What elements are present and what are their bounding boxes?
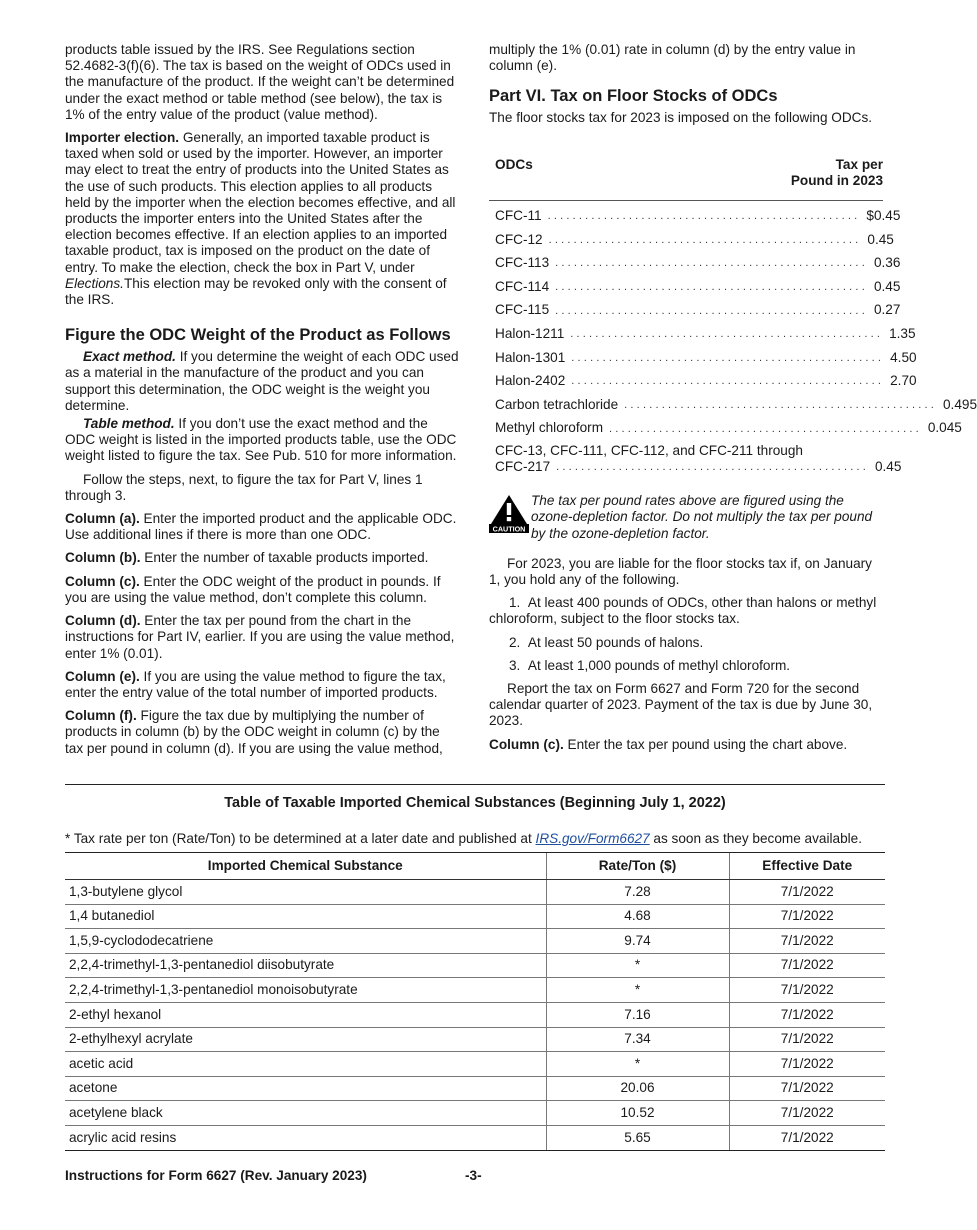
paragraph-column-c <box>65 574 460 606</box>
leader-dots: .................................................. <box>547 210 861 223</box>
date-cell: 7/1/2022 <box>729 1027 885 1052</box>
odc-value: 0.45 <box>867 231 894 247</box>
paragraph-exact-method <box>65 349 460 414</box>
header-effective-date: Effective Date <box>729 853 885 880</box>
column-c-right-title: Column (c). <box>489 736 564 752</box>
leader-dots: .................................................. <box>624 398 937 411</box>
substance-cell: acetone <box>65 1076 546 1101</box>
odc-row <box>489 413 962 437</box>
leader-dots: .................................................. <box>556 460 869 473</box>
odc-row <box>489 271 901 295</box>
odc-value: $0.45 <box>866 208 901 223</box>
rate-cell: 5.65 <box>546 1125 729 1150</box>
date-cell: 7/1/2022 <box>729 1125 885 1150</box>
paragraph-column-b <box>65 550 460 566</box>
rate-cell: 7.34 <box>546 1027 729 1052</box>
odc-name: Carbon tetrachloride <box>495 396 619 412</box>
date-cell: 7/1/2022 <box>729 1076 885 1101</box>
table-method-body: If you don’t use the exact method and the ODC weight is listed in the imported products table, use the ODC weight listed to figure the tax. See Pub. 510 for more information. <box>65 416 457 464</box>
table-header-row <box>65 853 885 880</box>
odc-header-tax-per-pound <box>791 157 883 190</box>
column-e-body: If you are using the value method to figure the tax, enter the entry value of the total number of imported products. <box>65 668 446 700</box>
substance-cell: 1,5,9-cyclododecatriene <box>65 929 546 954</box>
odc-name: CFC-12 <box>495 231 543 247</box>
table-row <box>65 1052 885 1077</box>
liable-item-3: 3. At least 1,000 pounds of methyl chloroform. <box>509 657 791 673</box>
odc-value: 2.70 <box>890 373 917 389</box>
column-f-body: Figure the tax due by multiplying the number of products in column (b) by the ODC weight in column (c) by the tax per pound in column (d). If you are using the value method, <box>65 708 443 756</box>
odc-table-header <box>489 157 883 190</box>
date-cell: 7/1/2022 <box>729 1002 885 1027</box>
leader-dots: .................................................. <box>548 233 862 246</box>
odc-row <box>489 366 917 390</box>
right-column <box>489 42 977 760</box>
odc-name: Halon-2402 <box>495 373 566 389</box>
exact-method-title: Exact method. <box>83 349 176 365</box>
odc-name-line1: CFC-13, CFC-111, CFC-112, and CFC-211 through <box>495 442 803 458</box>
odc-row <box>489 342 917 366</box>
paragraph-importer-election <box>65 130 460 308</box>
chemical-table-title: Table of Taxable Imported Chemical Substances (Beginning July 1, 2022) <box>224 795 726 811</box>
header-substance: Imported Chemical Substance <box>65 853 546 880</box>
elections-italic: Elections. <box>65 275 124 291</box>
chemical-table-footnote <box>65 831 895 847</box>
substance-cell: 2,2,4-trimethyl-1,3-pentanediol monoisobutyrate <box>65 978 546 1003</box>
liable-item-2: 2. At least 50 pounds of halons. <box>509 634 704 650</box>
irs-form6627-link[interactable]: IRS.gov/Form6627 <box>535 831 650 846</box>
date-cell: 7/1/2022 <box>729 929 885 954</box>
column-d-body: Enter the tax per pound from the chart in the instructions for Part IV, earlier. If you are using the value method, enter 1% (0.01). <box>65 613 455 661</box>
leader-dots: .................................................. <box>571 375 885 388</box>
column-e-title: Column (e). <box>65 668 140 684</box>
paragraph-liable-intro: For 2023, you are liable for the floor stocks tax if, on January 1, you hold any of the following. <box>489 555 872 588</box>
column-a-body: Enter the imported product and the applicable ODC. Use additional lines if there is more than one ODC. <box>65 511 457 543</box>
odc-value: 0.45 <box>873 278 901 294</box>
date-cell: 7/1/2022 <box>729 953 885 978</box>
table-top-rule <box>65 784 885 785</box>
part-vi-intro: The floor stocks tax for 2023 is imposed on the following ODCs. <box>489 110 873 126</box>
substance-cell: acetic acid <box>65 1052 546 1077</box>
odc-row <box>489 319 916 343</box>
odc-name: CFC-113 <box>495 255 550 271</box>
odc-row <box>489 248 901 272</box>
odc-name: Methyl chloroform <box>495 420 604 436</box>
table-row <box>65 880 885 905</box>
footnote-tail: as soon as they become available. <box>649 831 862 846</box>
leader-dots: .................................................. <box>571 351 885 364</box>
substance-cell: acrylic acid resins <box>65 1125 546 1150</box>
caution-box <box>489 493 883 542</box>
date-cell: 7/1/2022 <box>729 904 885 929</box>
odc-name: CFC-217 <box>495 458 551 474</box>
odc-value: 0.36 <box>873 255 901 271</box>
odc-name-line2 <box>495 458 902 475</box>
table-row <box>65 1076 885 1101</box>
substance-cell: 1,3-butylene glycol <box>65 880 546 905</box>
paragraph-report: Report the tax on Form 6627 and Form 720 for the second calendar quarter of 2023. Payment of the tax is due by June 30, 2023. <box>489 681 873 729</box>
odc-row <box>489 201 901 225</box>
table-method-title: Table method. <box>83 416 175 432</box>
column-a-title: Column (a). <box>65 511 140 527</box>
column-b-body: Enter the number of taxable products imported. <box>140 550 429 566</box>
odc-row <box>489 295 901 319</box>
part-vi-heading: Part VI. Tax on Floor Stocks of ODCs <box>489 87 778 106</box>
rate-cell: * <box>546 978 729 1003</box>
chemical-substances-table <box>65 852 885 1151</box>
table-row <box>65 1002 885 1027</box>
caution-icon <box>489 493 531 542</box>
footer-page-number: -3- <box>465 1168 482 1183</box>
odc-value: 0.495 <box>942 396 977 412</box>
odc-row <box>489 224 894 248</box>
footnote-text: * Tax rate per ton (Rate/Ton) to be determined at a later date and published at <box>65 831 536 846</box>
liable-item-1: 1. At least 400 pounds of ODCs, other than halons or methyl chloroform, subject to the floor stocks tax. <box>489 595 877 627</box>
column-b-title: Column (b). <box>65 550 141 566</box>
odc-value: 4.50 <box>890 349 917 365</box>
odc-row <box>489 389 977 413</box>
odc-name: Halon-1301 <box>495 349 566 365</box>
rate-cell: 9.74 <box>546 929 729 954</box>
table-row <box>65 978 885 1003</box>
odc-value: 1.35 <box>889 325 916 341</box>
date-cell: 7/1/2022 <box>729 1052 885 1077</box>
left-column <box>65 42 460 764</box>
odc-table-body <box>489 201 977 475</box>
paragraph-products-table: products table issued by the IRS. See Regulations section 52.4682-3(f)(6). The tax is based on the weight of ODCs used in the manufacture of the product. If the weight can’t be determined under the exact method or table method (see below), the tax is 1% of the entry value of the product (value method). <box>65 42 455 122</box>
odc-header-pound-in-2023: Pound in 2023 <box>790 173 883 189</box>
date-cell: 7/1/2022 <box>729 880 885 905</box>
caution-text: The tax per pound rates above are figured using the ozone-depletion factor. Do not multiply the tax per pound by the ozone-depletion factor. <box>531 492 873 541</box>
paragraph-column-c-right <box>489 737 883 753</box>
rate-cell: 10.52 <box>546 1101 729 1126</box>
table-row <box>65 904 885 929</box>
importer-election-tail: This election may be revoked only with the consent of the IRS. <box>65 275 447 308</box>
odc-header-tax-per: Tax per <box>835 156 883 172</box>
table-row <box>65 1101 885 1126</box>
caution-label: CAUTION <box>492 524 526 534</box>
paragraph-follow-steps: Follow the steps, next, to figure the tax for Part V, lines 1 through 3. <box>65 471 423 503</box>
table-row <box>65 953 885 978</box>
odc-row-multiline <box>489 437 902 475</box>
paragraph-column-e <box>65 669 460 701</box>
paragraph-table-method <box>65 416 460 465</box>
date-cell: 7/1/2022 <box>729 978 885 1003</box>
paragraph-column-a <box>65 511 460 543</box>
rate-cell: * <box>546 1052 729 1077</box>
odc-name: CFC-114 <box>495 278 550 294</box>
odc-name: CFC-115 <box>495 302 550 318</box>
odc-value: 0.045 <box>927 420 962 436</box>
odc-value: 0.27 <box>873 302 901 318</box>
leader-dots: .................................................. <box>570 328 884 341</box>
paragraph-column-d <box>65 613 460 662</box>
substance-cell: acetylene black <box>65 1101 546 1126</box>
importer-election-body: Generally, an imported taxable product is taxed when sold or used by the importer. However, an importer may elect to treat the entry of products into the United States as the use of such products. This election applies to all products held by the importer when the election becomes effective, and all products the importer enters into the United States after the election becomes effective. If an election applies to an imported taxable product, tax is imposed on the product on the date of entry. To make the election, check the box in Part V, under <box>65 130 456 275</box>
column-f-title: Column (f). <box>65 708 137 724</box>
figure-odc-weight-heading: Figure the ODC Weight of the Product as Follows <box>65 326 451 345</box>
column-c-title: Column (c). <box>65 573 140 589</box>
header-rate-ton: Rate/Ton ($) <box>546 853 729 880</box>
odc-name: Halon-1211 <box>495 325 565 341</box>
substance-cell: 2-ethylhexyl acrylate <box>65 1027 546 1052</box>
paragraph-column-f <box>65 708 460 757</box>
table-row <box>65 929 885 954</box>
footer-form-title: Instructions for Form 6627 (Rev. January 2023) <box>65 1168 367 1183</box>
date-cell: 7/1/2022 <box>729 1101 885 1126</box>
leader-dots: .................................................. <box>555 257 868 270</box>
odc-value: 0.45 <box>874 458 902 474</box>
column-c-body: Enter the ODC weight of the product in pounds. If you are using the value method, don’t complete this column. <box>65 573 441 605</box>
substance-cell: 1,4 butanediol <box>65 904 546 929</box>
substance-cell: 2,2,4-trimethyl-1,3-pentanediol diisobutyrate <box>65 953 546 978</box>
leader-dots: .................................................. <box>555 304 868 317</box>
rate-cell: 20.06 <box>546 1076 729 1101</box>
table-row <box>65 1125 885 1150</box>
odc-header-odcs: ODCs <box>495 156 533 172</box>
substance-cell: 2-ethyl hexanol <box>65 1002 546 1027</box>
warning-triangle-icon <box>489 493 529 533</box>
rate-cell: 7.16 <box>546 1002 729 1027</box>
rate-cell: 4.68 <box>546 904 729 929</box>
rate-cell: * <box>546 953 729 978</box>
leader-dots: .................................................. <box>609 422 922 435</box>
leader-dots: .................................................. <box>555 280 868 293</box>
paragraph-multiply-continued: multiply the 1% (0.01) rate in column (d) by the entry value in column (e). <box>489 42 856 74</box>
odc-name: CFC-11 <box>495 208 542 223</box>
table-row <box>65 1027 885 1052</box>
column-c-right-body: Enter the tax per pound using the chart above. <box>563 736 848 752</box>
rate-cell: 7.28 <box>546 880 729 905</box>
importer-election-title: Importer election. <box>65 130 180 146</box>
column-d-title: Column (d). <box>65 613 141 629</box>
exact-method-body: If you determine the weight of each ODC used as a material in the manufacture of the product and you can support this determination, the ODC weight is the weight you determine. <box>65 349 459 413</box>
